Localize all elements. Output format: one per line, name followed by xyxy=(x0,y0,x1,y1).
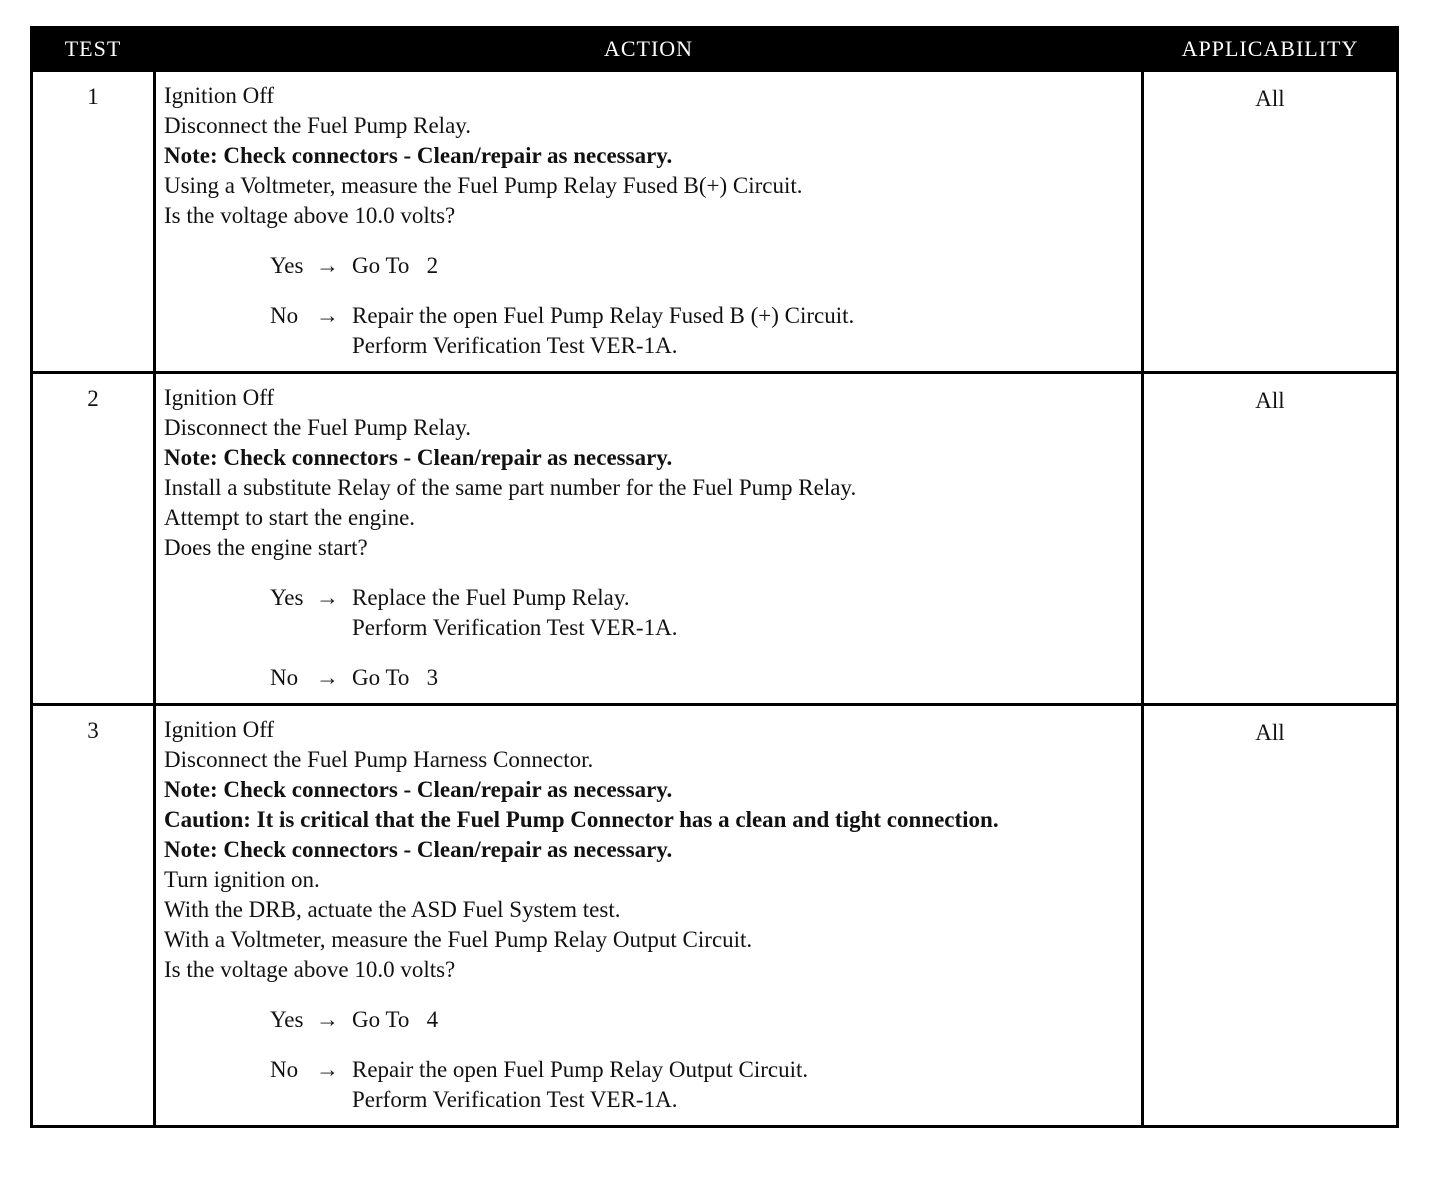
header-applicability: APPLICABILITY xyxy=(1143,28,1398,71)
outcome-yes xyxy=(270,583,1133,643)
outcome-result xyxy=(352,251,1133,281)
outcome-result-line: Perform Verification Test VER-1A. xyxy=(352,1087,678,1112)
action-step: Install a substitute Relay of the same part number for the Fuel Pump Relay. xyxy=(164,475,857,500)
outcome-answer: Yes xyxy=(270,253,304,278)
outcome-result-line: Go To 3 xyxy=(352,665,439,690)
action-step: Disconnect the Fuel Pump Relay. xyxy=(164,415,472,440)
outcome-answer: Yes xyxy=(270,585,304,610)
outcome-result xyxy=(352,1005,1133,1035)
action-step: With the DRB, actuate the ASD Fuel System test. xyxy=(164,897,621,922)
action-step: Using a Voltmeter, measure the Fuel Pump Relay Fused B(+) Circuit. xyxy=(164,173,803,198)
action-step: Is the voltage above 10.0 volts? xyxy=(164,203,456,228)
outcome-result-line: Perform Verification Test VER-1A. xyxy=(352,333,678,358)
outcome-yes xyxy=(270,251,1133,281)
right-arrow-icon: → xyxy=(316,303,339,328)
action-step: Attempt to start the engine. xyxy=(164,505,416,530)
diagnostic-test-table xyxy=(30,26,1399,1128)
right-arrow-icon: → xyxy=(316,1007,339,1032)
outcome-answer: Yes xyxy=(270,1007,304,1032)
test-number: 2 xyxy=(32,373,155,705)
action-note: Note: Check connectors - Clean/repair as necessary. xyxy=(164,777,673,802)
test-number: 1 xyxy=(32,71,155,373)
action-note: Note: Check connectors - Clean/repair as necessary. xyxy=(164,837,673,862)
diagnostic-procedure-sheet xyxy=(30,26,1396,1128)
action-step: Is the voltage above 10.0 volts? xyxy=(164,957,456,982)
outcome-answer: No xyxy=(270,665,299,690)
outcome-result-line: Replace the Fuel Pump Relay. xyxy=(352,585,630,610)
applicability-value: All xyxy=(1143,705,1398,1127)
action-step: Ignition Off xyxy=(164,83,275,108)
outcome-answer: No xyxy=(270,303,299,328)
table-row xyxy=(32,71,1398,373)
outcome-result-line: Go To 4 xyxy=(352,1007,439,1032)
outcome-result xyxy=(352,301,1133,361)
table-body xyxy=(32,71,1398,1127)
applicability-value: All xyxy=(1143,71,1398,373)
right-arrow-icon: → xyxy=(316,253,339,278)
action-step: Disconnect the Fuel Pump Relay. xyxy=(164,113,472,138)
action-step: Ignition Off xyxy=(164,717,275,742)
outcome-result xyxy=(352,663,1133,693)
table-header-row xyxy=(32,28,1398,71)
table-row xyxy=(32,373,1398,705)
action-note: Caution: It is critical that the Fuel Pump Connector has a clean and tight connection. xyxy=(164,807,999,832)
outcome-result xyxy=(352,1055,1133,1115)
action-step: Turn ignition on. xyxy=(164,867,320,892)
outcome-result-line: Perform Verification Test VER-1A. xyxy=(352,615,678,640)
action-note: Note: Check connectors - Clean/repair as necessary. xyxy=(164,143,673,168)
action-note: Note: Check connectors - Clean/repair as necessary. xyxy=(164,445,673,470)
outcome-no xyxy=(270,1055,1133,1115)
table-row xyxy=(32,705,1398,1127)
header-test: TEST xyxy=(32,28,155,71)
action-cell xyxy=(155,705,1143,1127)
outcome-no xyxy=(270,301,1133,361)
test-number: 3 xyxy=(32,705,155,1127)
right-arrow-icon: → xyxy=(316,665,339,690)
right-arrow-icon: → xyxy=(316,1057,339,1082)
applicability-value: All xyxy=(1143,373,1398,705)
header-action: ACTION xyxy=(155,28,1143,71)
outcome-result-line: Repair the open Fuel Pump Relay Fused B (+) Circuit. xyxy=(352,303,855,328)
action-cell xyxy=(155,71,1143,373)
outcome-no xyxy=(270,663,1133,693)
action-step: Disconnect the Fuel Pump Harness Connector. xyxy=(164,747,594,772)
outcome-answer: No xyxy=(270,1057,299,1082)
action-step: Ignition Off xyxy=(164,385,275,410)
action-step: With a Voltmeter, measure the Fuel Pump Relay Output Circuit. xyxy=(164,927,753,952)
outcome-result xyxy=(352,583,1133,643)
action-step: Does the engine start? xyxy=(164,535,368,560)
right-arrow-icon: → xyxy=(316,585,339,610)
action-cell xyxy=(155,373,1143,705)
outcome-yes xyxy=(270,1005,1133,1035)
outcome-result-line: Go To 2 xyxy=(352,253,439,278)
outcome-result-line: Repair the open Fuel Pump Relay Output Circuit. xyxy=(352,1057,809,1082)
